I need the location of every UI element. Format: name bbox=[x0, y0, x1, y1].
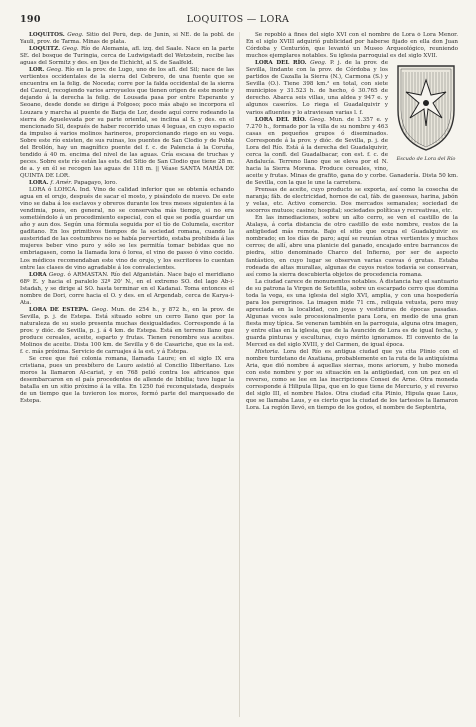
entry-headword: LORA DEL RÍO. bbox=[255, 60, 307, 67]
entry-paragraph bbox=[246, 32, 458, 60]
entry-paragraph bbox=[246, 187, 458, 215]
coat-of-arms-figure bbox=[394, 62, 458, 166]
entry-paragraph bbox=[246, 279, 458, 349]
left-column bbox=[20, 32, 234, 721]
entry-classifier: Geog. bbox=[62, 46, 79, 53]
entry-classifier: Historia. bbox=[255, 349, 280, 356]
column-gutter bbox=[239, 32, 240, 717]
right-column-main bbox=[246, 60, 458, 187]
entry-text: Papagayo, loro. bbox=[73, 179, 118, 186]
entry-classifier: Geog. bbox=[67, 32, 84, 38]
entry-text: Se repobló á fines del siglo XVI con el nombre de Lora ó Lora Menor. En el siglo XVIII adquirió publicidad por haberse fijado en ella don Juan Córdoba y Centurión, que levantó un Museo Arqueológico, reuniendo muchos ejemplares notables. Su iglesia parroquial es del siglo XVII. bbox=[246, 32, 458, 60]
entry-text: Río de Alemania, afl. izq. del Saale. Nace en la parte SE. del bosque de Turingia, cerca de Ludwigstadt del Wetzstein, recibe las aguas del Sormitz y des. en Ijes de Eichicht, al S. de Saalfeld. bbox=[20, 46, 234, 67]
entry-text: Prensas de aceite, cuyo producto se exporta, así como la cosecha de naranja; fáb. de electricidad, hornos de cal, fáb. de gaseosas, harina, jabón y velas, etc. Activo comercio. Dos mercados semanales; sociedad de socorros mutuos; casino; hospital; sociedades políticas y recreativas, etc. bbox=[246, 187, 458, 215]
coat-of-arms-icon bbox=[394, 62, 458, 154]
entry-text: LORA ó LOHCA. Ind. Vino de calidad inferior que se obtenía echando agua en el orujo, después de sacar el mosto, y pisándolo de nuevo. De este vino se daba á los esclavos y obreros durante los tres meses siguientes á la vendimia, pues, en general, no se conservaba más tiempo, si no era sometiéndolo á un procedimiento especial, con el que se podía guardar un año y aun dos. Según una fórmula seguida por el tío de Columela, escritor gaditano. En los primitivos tiempos de la sociedad romana, cuando la austeridad de las costumbres no se había pervertido, estaba prohibida á las mujeres beber vino puro y sólo se les permitía tomar bebidas que no embriagasen, como la llamada lora ó lorea, el vino de passo ó vino cocido. Los médicos recomendaban este vino de orujo, y los escritores lo cuentan entre las clases de vino agradable á los convalecientes. bbox=[20, 187, 234, 271]
entry-text: Mun. de 1.357 e. y 7.270 h., formado por la villa de su nombre y 463 casas en pequeños grupos ó diseminados. Corresponde á la prov. y dióc. de Sevilla, p. j. de Lora del Río. Está á la derecha del Guadalquivir, cerca la confl. del Guadalbacar, con est. f. c. de Andalucía. Terreno llano que se eleva por el N. hacia la Sierra Morena. Produce cereales, vino, aceite y frutas. Minas de grafito, gana do y corbe. Ganadería. Dista 50 km. de Sevilla, con la que le une la carretera. bbox=[246, 116, 458, 186]
entry-text: Sitio del Perú, dep. de Junín, sí NE. de la pobl. de Yauli, prov. de Tarma. Minas de plata. bbox=[20, 32, 234, 46]
entry-text: Río en la prov. de Lugo, uno de los afl. del Sil; nace de las vertientes occidentales de la sierra del Cebrero, de una fuente que se encuentra en la felig. de Noceda; corre por la falda occidental de la sierra del Caurel, recogiendo varios arroyuelos que tienen origen de este monte y dejando á la derecha la felig. de Lousada pasa por entre Esperante y Seoane, desde donde se dirige á Folgoso; poco más abajo se incorpora el Louzara y marcha al puente de Barja de Lor, desde aquí corre rodeando la sierra de Aguelevada por su parte oriental, se inclina al S. y des. en el mencionado Sil, después de haber recorrido unas 4 leguas, en cuyo espacio da impulso á varios molinos harineros, proporcionando riego en su vega. Sobre este río existen, de sus ruinas, los puentes de San Clodio y de Pobla del Brollón, hay un magnífico puente del f. c. de Palencia á la Coruña, tendido á 40 m. encima del nivel de las aguas. Cría escasa de truchas y peces. Sobre este río están las ests. del Sitio de San Clodio que tiene 28 m. de a. y en él se recogen las aguas de 118 m. || Véase SANTA MARÍA DE QUINTA DE LOR. bbox=[20, 67, 234, 179]
entry-classifier: Geog. bbox=[46, 67, 63, 74]
entry-paragraph bbox=[246, 215, 458, 278]
entry-paragraph bbox=[20, 46, 234, 67]
entry-headword: LORA bbox=[29, 271, 47, 278]
page-number: 190 bbox=[20, 14, 41, 25]
entry-headword: LORA. bbox=[29, 179, 49, 186]
running-title: LOQUITOS — LORA bbox=[186, 14, 290, 25]
entry-headword: LOR. bbox=[29, 67, 45, 74]
entry-paragraph bbox=[246, 349, 458, 412]
entry-classifier: Geog. bbox=[309, 116, 326, 123]
entry-paragraph bbox=[20, 272, 234, 307]
entry-paragraph bbox=[20, 307, 234, 356]
entry-headword: LOQUITOS. bbox=[29, 32, 65, 38]
entry-classifier: Geog. bbox=[310, 60, 327, 67]
figure-caption: Escudo de Lora del Río bbox=[396, 156, 456, 163]
entry-text: ó ARMASTAN. Río del Afganistán. Nace bajo el meridiano 68º E. y hacia el paralelo 32º 20' N., en el extremo SO. del lago Ab-i-Istadah, y se dirige al SO. hasta terminar en el Kadanai. Toma entonces el nombre de Dori, corre hacia el O. y des. en el Argendab, cerca de Karya-i-Ata. bbox=[20, 271, 234, 306]
entry-headword: LORA DEL RÍO. bbox=[255, 116, 307, 123]
entry-text: Lora del Río es antigua ciudad que ya cita Plinio con el nombre turdetano de Axatiana, probablemente en la ruta de la antiquísima Aria, que dió nombre á aquellas sierras, mons ariorum, y hubo moneda con este nombre y por su situación en la antigüedad, con un pez en el reverso, como se lee en las inscripciones Consei de Arne. Otra moneda corresponde á Hilipula Ilipa, que en lo que tiene de Mercurio, y el reverso del siglo III, el nombre Halos. Otra ciudad cita Plinio, Hipula quae Laus, que se llamaba Laus, y es cierto que la ciudad de los tartesios la llamaron Lora. La región llevó, en tiempo de los godos, el nombre de Septentria, bbox=[246, 349, 458, 412]
entry-text: Se cree que fué colonia romana, llamada Laure; en el siglo IX era cristiana, pues un presbítero de Lauro asistió al Concilio Iliberitano. Los moros la llamaron Al-cariat, y en 768 pelió contra los africanos que desembarcaron en el país procedentes de allende de Ixbilia; tuvo lugar la batalla en un sitio próximo á la villa. En 1250 fué reconquistada, después de un tiempo que la tuvieron los moros, formó parte del marquesado de Estepa. bbox=[20, 356, 234, 405]
entry-paragraph bbox=[20, 32, 234, 46]
entry-paragraph bbox=[20, 356, 234, 405]
entry-paragraph bbox=[20, 67, 234, 180]
entry-headword: LORA DE ESTEPA. bbox=[29, 306, 89, 313]
entry-paragraph bbox=[20, 187, 234, 272]
entry-text: P. j. de la prov. de Sevilla, lindante con la prov. de Córdoba y los partidos de Cazalla la Sierra (N.), Carmona (S.) y Sevilla (O.). Tiene 398 km.² en total, con siete municipios y 31.523 h. de hecho, ó 30.765 de derecho. Abarca seis villas, una aldea y 947 e. y algunos caseríos. Lo riega el Guadalquivir y varios afluentes y lo atraviesan varias l. f. bbox=[246, 60, 389, 116]
entry-paragraph bbox=[20, 180, 234, 187]
running-header bbox=[20, 14, 456, 28]
entry-classifier: Geog. bbox=[91, 306, 109, 313]
right-column-top bbox=[246, 32, 458, 60]
entry-text: La ciudad carece de monumentos notables. Á distancia hay el santuario de su patrona la Virgen de Setefilla, sobre un escarpado cerro que domina toda la vega, es una iglesia del siglo XVI, amplia, y con una hospedería para los peregrinos. La imagen mide 71 cm., reliquia vetusta, pero muy apreciada en la localidad, con joyas y vestiduras de épocas pasadas. Algunas veces sale procesionalmente para Lora, en medio de una gran fiesta muy típica. Se veneran también en la parroquia, alguna otra imagen, y entre ellas en la iglesia, que de la Asunción de Lora es de igual fecha, y guarda pinturas y esculturas, cuyo mérito ignoramos. El convento de la Merced es del siglo XVIII, y del Carmen, de igual época. bbox=[246, 278, 458, 349]
entry-classifier: Geog. bbox=[48, 271, 66, 278]
entry-text: Mun. de 254 h., y 872 h., en la prov. de Sevilla, p. j. de Estepa. Está situado sobre un cerro llano que por la naturaleza de su suelo presenta muchas desigualdades. Corresponde á la prov. y dióc. de Sevilla, p. j. á 4 km. de Estepa. Está en terreno llano que produce cereales, aceite, esparto y frutas. Tienen renombre sus aceites. Molinos de aceite. Dista 100 km. de Sevilla y 6 de Casariche, que es la est. f. c. más próxima. Servicio de carruajes á la est. y á Estepa. bbox=[20, 306, 234, 356]
entry-classifier: f. Amér. bbox=[50, 179, 73, 186]
right-column-after bbox=[246, 187, 458, 413]
entry-headword: LOQUITZ. bbox=[29, 46, 61, 53]
right-column bbox=[246, 32, 458, 721]
entry-text: En las inmediaciones, sobre un alto cerro, se ven el castillo de la Atalaya, á corta distancia de otro castillo de este nombre, restos de la antigüedad más remota. Bajo el sitio que ocupa el Guadalquivir es nombrado; en los días de paro; aquí se reunían otras vertientes y muchos cerros; de allí, abre una planicie del ganado, encajado entre barrancos de piedra, sitio denominado Charco del Infierno, por ser de aspecto fantástico, en cuyo lugar se observan varias cuevas ó grutas. Estaba rodeada de altas murallas, algunas de cuyos restos todavía se conservan, así como la sierra descubierta objetos de procedencia romana. bbox=[246, 215, 458, 278]
